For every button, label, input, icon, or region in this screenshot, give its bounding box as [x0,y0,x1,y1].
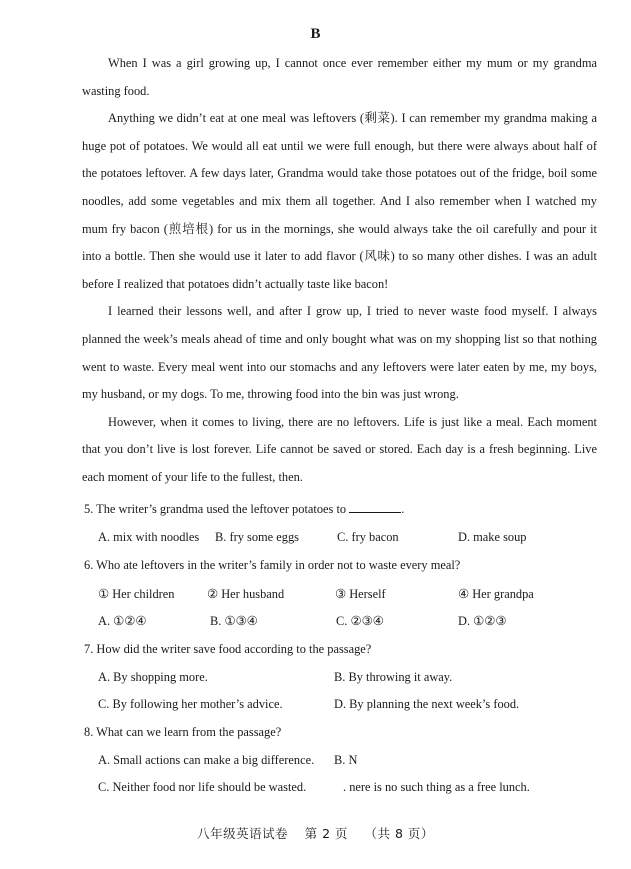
q7-option-b: B. By throwing it away. [334,670,453,684]
q6-item-2: ② Her husband [207,587,285,601]
q7-option-d: D. By planning the next week’s food. [334,697,520,711]
q6-option-d: D. ①②③ [458,614,507,628]
question-7-stem: 7. How did the writer save food according to the passage? [84,642,372,656]
q6-option-c: C. ②③④ [336,614,384,628]
question-5-period: . [401,502,405,516]
page-footer [0,824,631,842]
q5-option-b: B. fry some eggs [215,530,299,544]
q8-option-a: A. Small actions can make a big difference. [98,753,315,767]
q6-item-1: ① Her children [98,587,175,601]
page-total: （共 8 页） [364,826,434,841]
page-number: 第 2 页 [304,826,348,841]
reading-passage [82,50,597,492]
question-5-text: 5. The writer’s grandma used the leftover potatoes to [84,502,347,516]
question-5-stem [84,502,404,517]
passage-paragraph: Anything we didn’t eat at one meal was leftovers (剩菜). I can remember my grandma making a huge pot of potatoes. We would all eat until we were full enough, but there were always about half of the potatoes leftover. A few days later, Grandma would take those potatoes out of the fridge, boil some noodles, add some vegetables and mix them all together. And I also remember when I watched my mum fry bacon (煎培根) for us in the mornings, she would always take the oil carefully and pour it into a bottle. Then she would use it later to add flavor (风味) to so many other dishes. I was an adult before I realized that potatoes didn’t actually taste like bacon! [82,111,597,291]
exam-title: 八年级英语试卷 [197,826,289,841]
answer-blank [349,502,401,513]
passage-paragraph: When I was a girl growing up, I cannot once ever remember either my mum or my grandma wasting food. [82,56,597,98]
q5-option-a: A. mix with noodles [98,530,200,544]
q5-option-d: D. make soup [458,530,527,544]
section-heading: B [310,26,321,42]
q8-option-c: C. Neither food nor life should be wasted. [98,780,307,794]
q8-option-d: . nere is no such thing as a free lunch. [343,780,530,794]
question-8-stem: 8. What can we learn from the passage? [84,725,282,739]
q7-option-c: C. By following her mother’s advice. [98,697,283,711]
q8-option-b: B. N [334,753,358,767]
passage-paragraph: I learned their lessons well, and after I grow up, I tried to never waste food myself. I always planned the week’s meals ahead of time and only bought what was on my shopping list so that nothing went to waste. Every meal went into our stomachs and any leftovers were later eaten by me, my boys, my husband, or my dogs. To me, throwing food into the bin was just wrong. [82,304,597,402]
q7-option-a: A. By shopping more. [98,670,208,684]
q6-option-a: A. ①②④ [98,614,147,628]
q6-item-3: ③ Herself [335,587,386,601]
q5-option-c: C. fry bacon [337,530,399,544]
question-6-stem: 6. Who ate leftovers in the writer’s family in order not to waste every meal? [84,558,461,572]
q6-item-4: ④ Her grandpa [458,587,534,601]
passage-paragraph: However, when it comes to living, there are no leftovers. Life is just like a meal. Each moment that you don’t live is lost forever. Life cannot be saved or stored. Each day is a fresh beginning. Live each moment of your life to the fullest, then. [82,414,597,484]
q6-option-b: B. ①③④ [210,614,258,628]
